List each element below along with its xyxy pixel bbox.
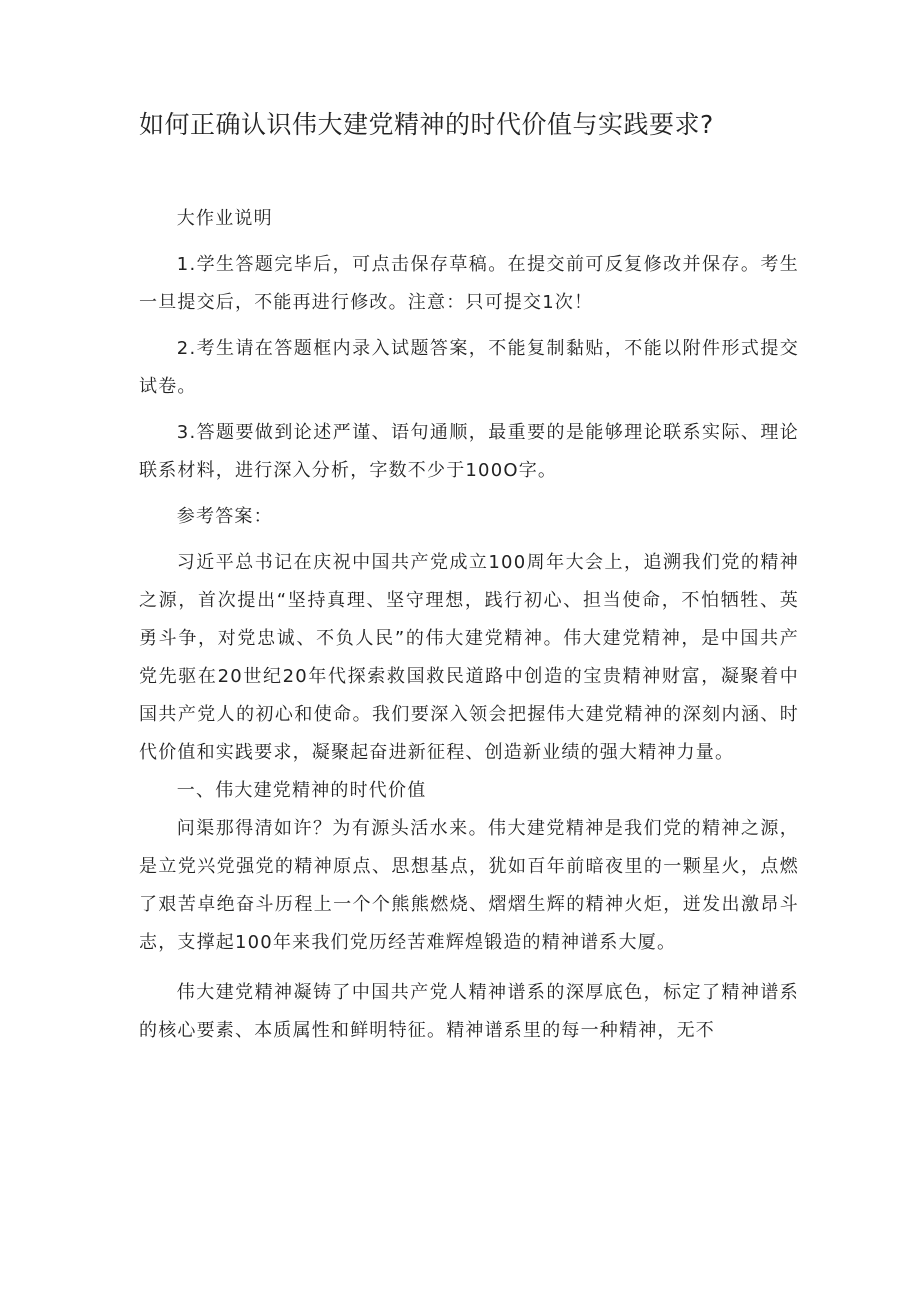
document-body [139,200,799,1050]
paragraph-intro: 习近平总书记在庆祝中国共产党成立100周年大会上，追溯我们党的精神之源，首次提出“坚持真理、坚守理想，践行初心、担当使命，不怕牺牲、英勇斗争，对党忠诚、不负人民”的伟大建党精神。伟大建党精神，是中国共产党先驱在20世纪20年代探索救国救民道路中创造的宝贵精神财富，凝聚着中国共产党人的初心和使命。我们要深入领会把握伟大建党精神的深刻内涵、时代价值和实践要求，凝聚起奋进新征程、创造新业绩的强大精神力量。 [139,552,799,763]
paragraph-section-1-body: 问渠那得清如许？为有源头活水来。伟大建党精神是我们党的精神之源，是立党兴党强党的精神原点、思想基点，犹如百年前暗夜里的一颗星火，点燃了艰苦卓绝奋斗历程上一个个熊熊燃烧、熠熠生辉的精神火炬，迸发出激昂斗志，支撑起100年来我们党历经苦难辉煌锻造的精神谱系大厦。 [139,818,799,953]
paragraph-instruction-2: 2.考生请在答题框内录入试题答案，不能复制黏贴，不能以附件形式提交试卷。 [139,338,799,397]
paragraph-assignment-heading: 大作业说明 [176,208,273,229]
paragraph-section-1-body-2: 伟大建党精神凝铸了中国共产党人精神谱系的深厚底色，标定了精神谱系的核心要素、本质属性和鲜明特征。精神谱系里的每一种精神，无不 [139,982,799,1041]
paragraph-instruction-1: 1.学生答题完毕后，可点击保存草稿。在提交前可反复修改并保存。考生一旦提交后，不能再进行修改。注意：只可提交1次！ [139,254,799,313]
paragraph-section-heading-1: 一、伟大建党精神的时代价值 [176,780,427,801]
paragraph-reference-heading: 参考答案： [176,506,273,527]
paragraph-instruction-3: 3.答题要做到论述严谨、语句通顺，最重要的是能够理论联系实际、理论联系材料，进行深入分析，字数不少于100O字。 [139,422,799,481]
document-title: 如何正确认识伟大建党精神的时代价值与实践要求? [139,110,714,139]
